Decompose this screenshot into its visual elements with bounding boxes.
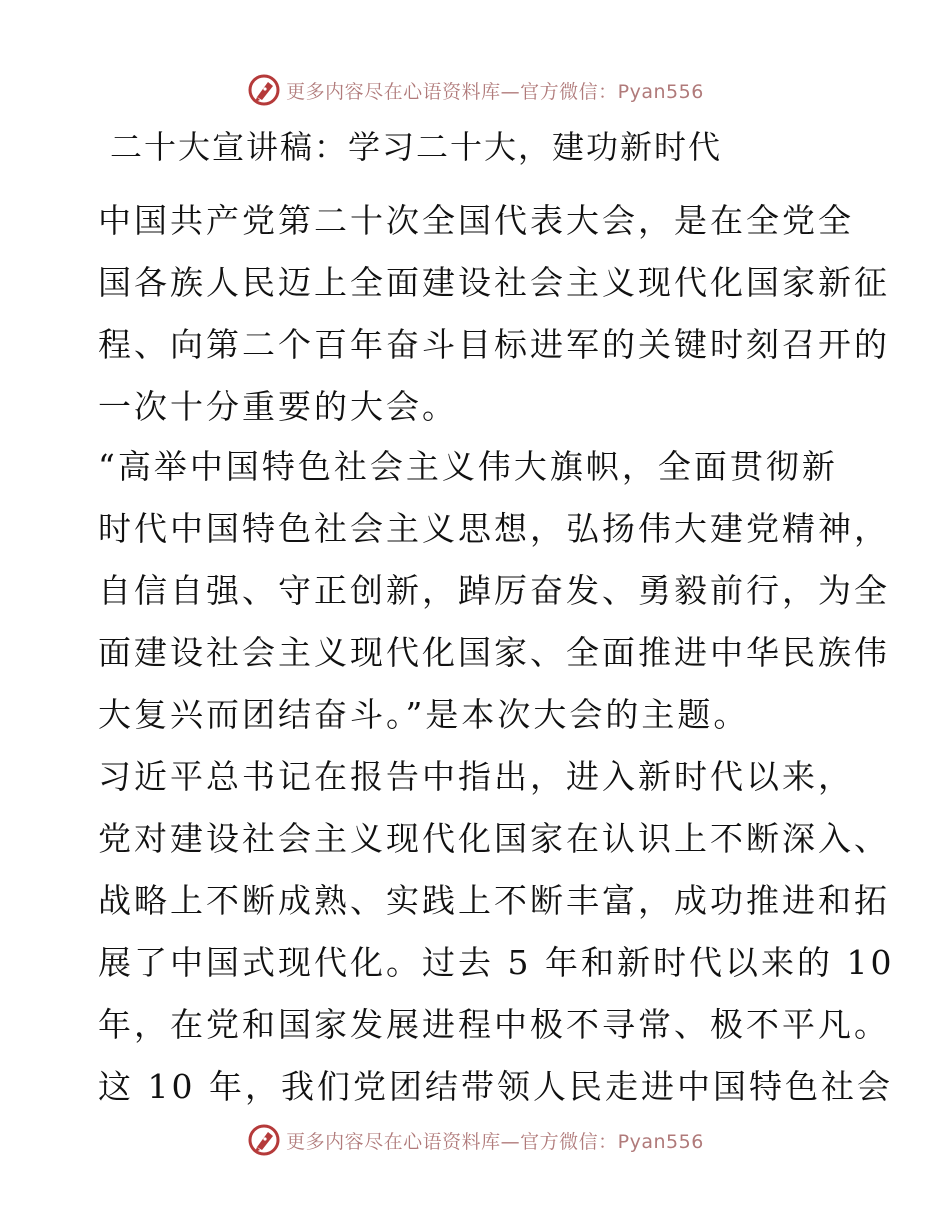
text-line: 自信自强、守正创新，踔厉奋发、勇毅前行，为全	[98, 571, 890, 610]
paragraph-1	[98, 190, 890, 438]
text-line: 年，在党和国家发展进程中极不寻常、极不平凡。	[98, 1005, 890, 1044]
document-title: 二十大宣讲稿：学习二十大，建功新时代	[110, 128, 723, 166]
text-line: 国各族人民迈上全面建设社会主义现代化国家新征	[98, 263, 890, 302]
watermark-footer	[0, 1120, 950, 1160]
text-line: 面建设社会主义现代化国家、全面推进中华民族伟	[98, 633, 890, 672]
pen-nib-logo-icon	[246, 1122, 282, 1158]
text-line: 战略上不断成熟、实践上不断丰富，成功推进和拓	[98, 881, 890, 920]
text-line: 这 10 年，我们党团结带领人民走进中国特色社会	[98, 1067, 893, 1106]
text-line: 党对建设社会主义现代化国家在认识上不断深入、	[98, 819, 890, 858]
text-line: 大复兴而团结奋斗。”是本次大会的主题。	[98, 695, 750, 734]
text-line: 习近平总书记在报告中指出，进入新时代以来，	[98, 757, 854, 796]
text-line: 程、向第二个百年奋斗目标进军的关键时刻召开的	[98, 325, 890, 364]
watermark-text: 更多内容尽在心语资料库—官方微信：Pyan556	[286, 80, 704, 103]
text-line: 时代中国特色社会主义思想，弘扬伟大建党精神，	[98, 509, 890, 548]
pen-nib-logo-icon	[246, 72, 282, 108]
text-line: 中国共产党第二十次全国代表大会，是在全党全	[98, 201, 854, 240]
paragraph-3	[98, 746, 895, 1118]
watermark-header	[0, 70, 950, 110]
text-line: “高举中国特色社会主义伟大旗帜，全面贯彻新	[98, 447, 838, 486]
watermark-text: 更多内容尽在心语资料库—官方微信：Pyan556	[286, 1130, 704, 1153]
text-line: 展了中国式现代化。过去 5 年和新时代以来的 10	[98, 943, 895, 982]
text-line: 一次十分重要的大会。	[98, 387, 458, 426]
paragraph-2	[98, 436, 890, 746]
